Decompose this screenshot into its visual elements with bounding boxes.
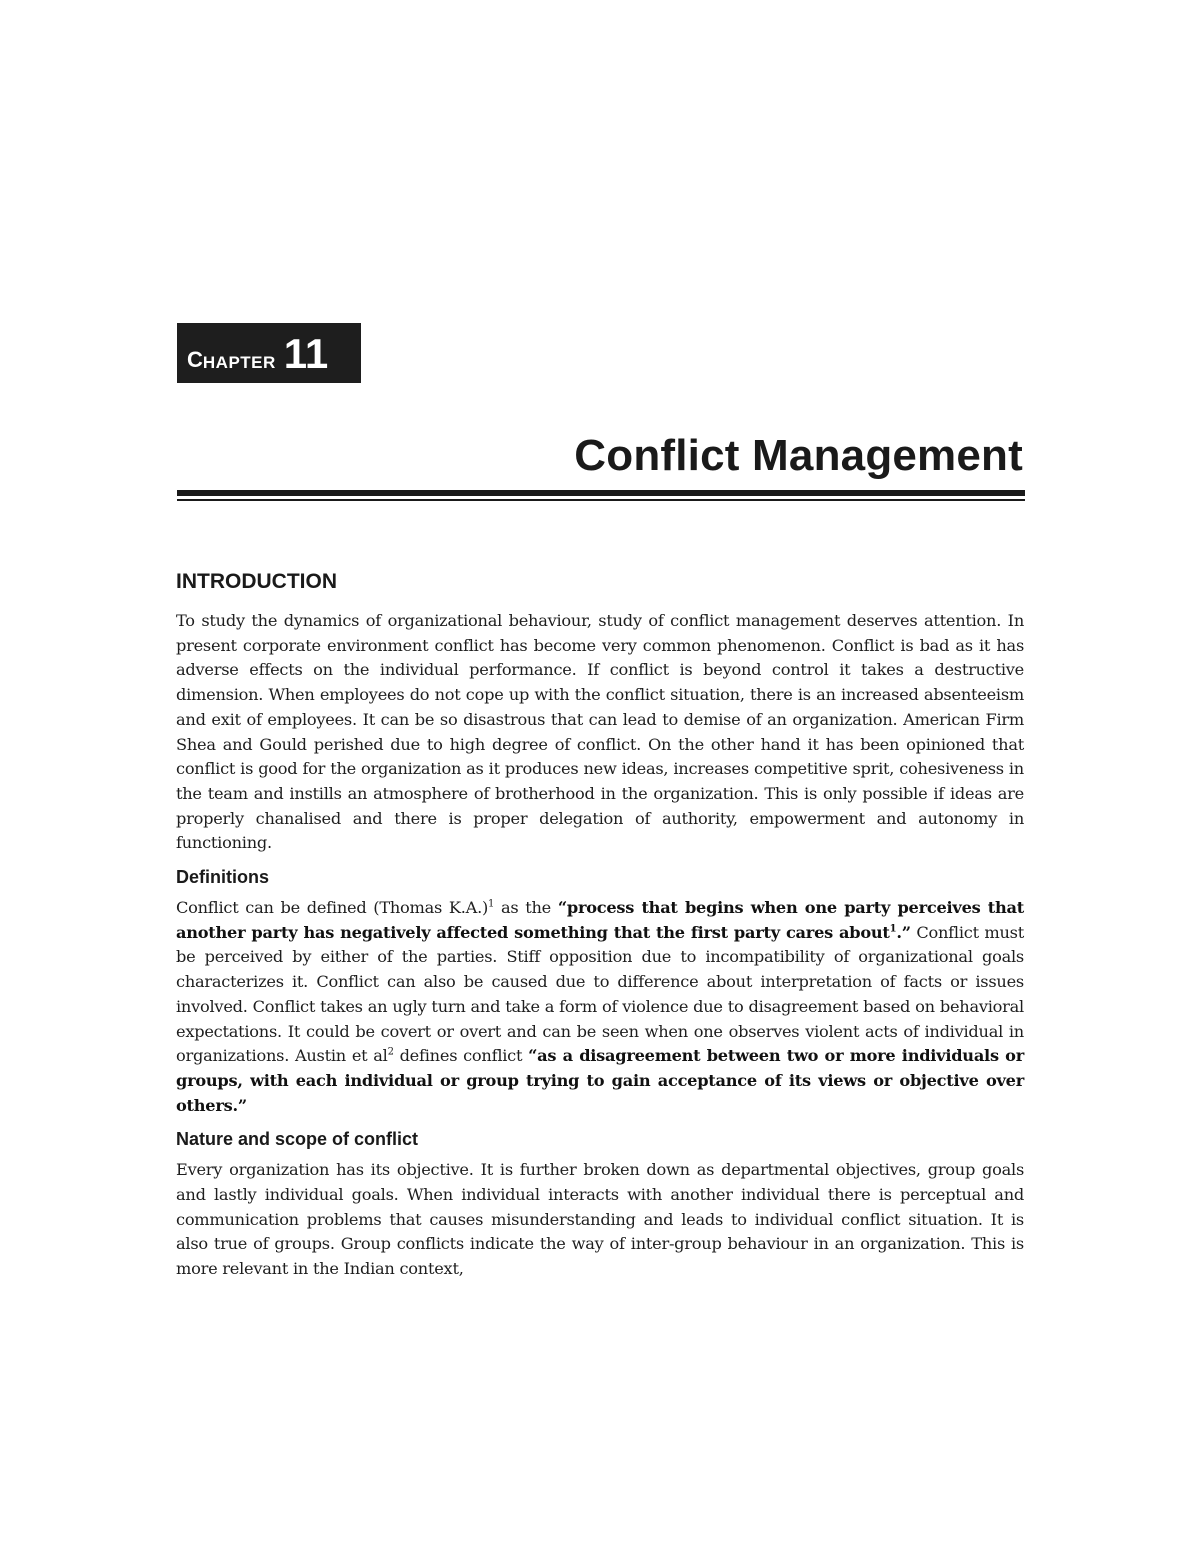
- chapter-number: 11: [283, 330, 329, 378]
- introduction-heading: INTRODUCTION: [176, 570, 337, 593]
- footnote-ref-1b: 1: [889, 923, 897, 935]
- footnote-ref-1: 1: [488, 898, 495, 910]
- nature-section: [176, 1126, 1024, 1282]
- definition-quote-austin: “as a disagreement between two or more individuals or groups, with each individual or group trying to gain acceptance of its views or objective over others.”: [176, 1046, 1024, 1115]
- chapter-label-initial: C: [187, 347, 203, 372]
- chapter-label-rest: HAPTER: [202, 353, 276, 372]
- definition-quote-thomas-text: “process that begins when one party perceives that another party has negatively affected something that the first party cares about: [176, 898, 1024, 942]
- nature-paragraph: Every organization has its objective. It is further broken down as departmental objectives, group goals and lastly individual goals. When individual interacts with another individual there is perceptual and communication problems that causes misunderstanding and leads to individual conflict situation. It is also true of groups. Group conflicts indicate the way of inter-group behaviour in an organization. This is more relevant in the Indian context,: [176, 1160, 1024, 1279]
- nature-heading: Nature and scope of conflict: [176, 1129, 419, 1150]
- chapter-body: [176, 567, 1024, 1282]
- chapter-title: Conflict Management: [574, 431, 1023, 480]
- definitions-text-4: defines conflict: [393, 1046, 529, 1066]
- introduction-paragraph: To study the dynamics of organizational behaviour, study of conflict management deserves attention. In present corporate environment conflict has become very common phenomenon. Conflict is bad as it has adverse effects on the individual performance. If conflict is beyond control it takes a destructive dimension. When employees do not cope up with the conflict situation, there is an increased absenteeism and exit of employees. It can be so disastrous that can lead to demise of an organization. American Firm Shea and Gould perished due to high degree of conflict. On the other hand it has been opinioned that conflict is good for the organization as it produces new ideas, increases competitive sprit, cohesiveness in the team and instills an atmosphere of brotherhood in the organization. This is only possible if ideas are properly chanalised and there is proper delegation of authority, empowerment and autonomy in functioning.: [176, 611, 1024, 853]
- definitions-text-2: as the: [494, 898, 558, 918]
- definition-quote-thomas-end: .”: [896, 922, 911, 942]
- introduction-section: [176, 567, 1024, 856]
- definitions-heading: Definitions: [176, 867, 269, 888]
- definitions-text-3: Conflict must be perceived by either of the parties. Stiff opposition due to incompatibility of organizational goals characterizes it. Conflict can also be caused due to difference about interpretation of facts or issues involved. Conflict takes an ugly turn and take a form of violence due to disagreement based on behavioral expectations. It could be covert or overt and can be seen when one observes violent acts of individual in organizations. Austin et al: [176, 922, 1024, 1066]
- definitions-section: [176, 864, 1024, 1118]
- definitions-paragraph: [176, 896, 1024, 1118]
- chapter-label: [177, 323, 361, 383]
- title-rule-thick: [177, 490, 1025, 496]
- footnote-ref-2: 2: [387, 1046, 394, 1058]
- title-rule-thin: [177, 499, 1025, 501]
- definitions-text-1: Conflict can be defined (Thomas K.A.): [176, 898, 489, 918]
